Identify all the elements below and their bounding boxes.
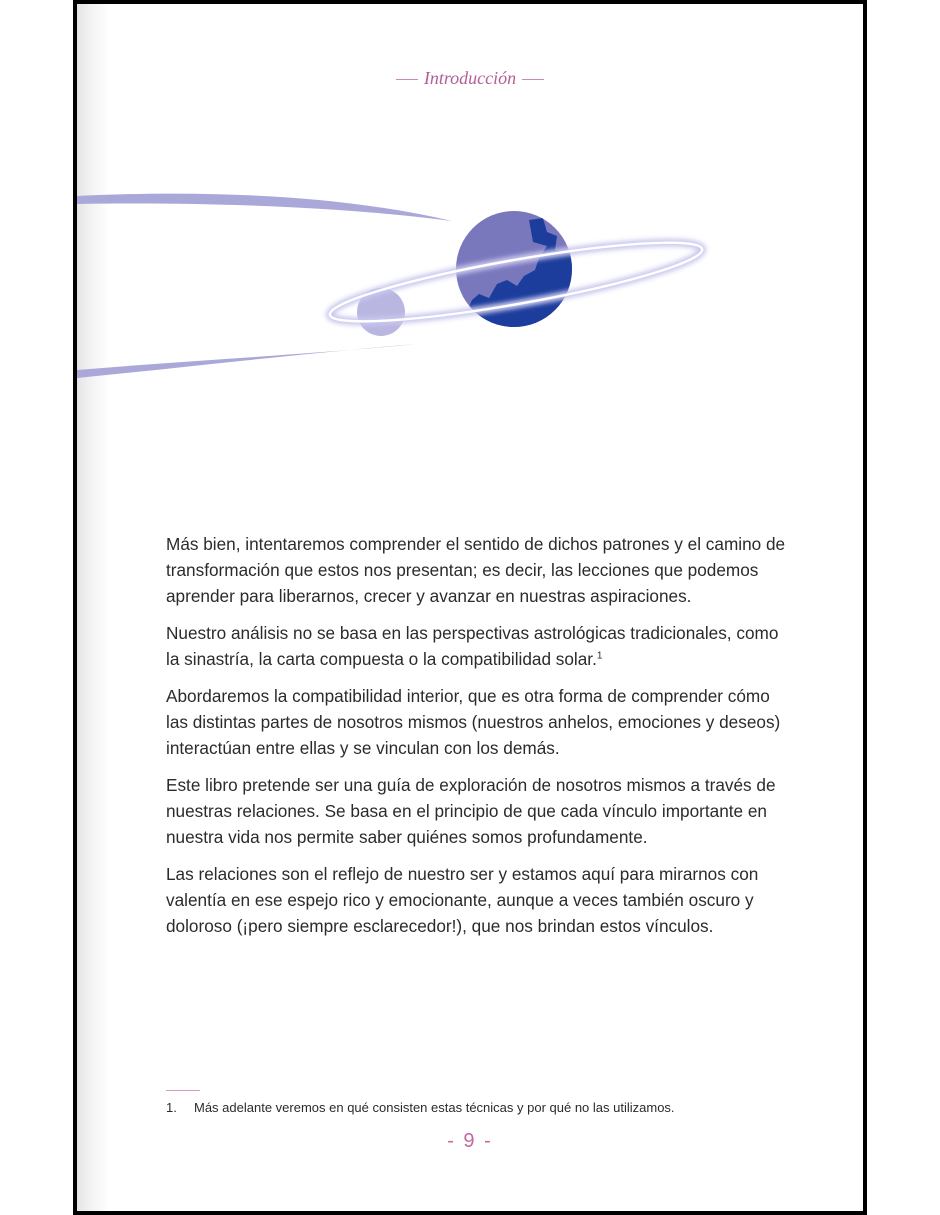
- footnote-reference: 1: [596, 650, 603, 662]
- footnote-rule: [166, 1090, 200, 1091]
- paragraph: Este libro pretende ser una guía de exploración de nosotros mismos a través de nuestras relaciones. Se basa en el principio de que cada vínculo importante en nuestra vida nos permite saber quiénes somos profundamente.: [166, 775, 776, 847]
- planet: [456, 211, 572, 334]
- header-dash-left: [396, 79, 418, 80]
- paragraph: Más bien, intentaremos comprender el sentido de dichos patrones y el camino de transformación que estos nos presentan; es decir, las lecciones que podemos aprender para liberarnos, crecer y avanzar en nuestras aspiraciones.: [166, 534, 786, 606]
- footnote-number: 1.: [166, 1100, 177, 1115]
- page-number: - 9 -: [447, 1130, 493, 1152]
- book-page: [73, 0, 867, 1215]
- section-title: Introducción: [423, 68, 517, 88]
- paragraph: Las relaciones son el reflejo de nuestro ser y estamos aquí para mirarnos con valentía en ese espejo rico y emocionante, aunque a veces también oscuro y doloroso (¡pero siempre esclarecedor!), que nos brindan estos vínculos.: [166, 864, 759, 936]
- header-dash-right: [522, 79, 544, 80]
- paragraph: Abordaremos la compatibilidad interior, que es otra forma de comprender cómo las distintas partes de nosotros mismos (nuestros anhelos, emociones y deseos) interactúan entre ellas y se vinculan con los demás.: [166, 686, 781, 758]
- orbit-swoosh-bottom: [77, 344, 417, 378]
- running-header: [77, 68, 863, 89]
- paragraph: [166, 620, 786, 672]
- orbit-swoosh-top: [77, 194, 452, 221]
- planet-illustration: [77, 184, 867, 394]
- paragraph-text: Nuestro análisis no se basa en las perspectivas astrológicas tradicionales, como la sinastría, la carta compuesta o la compatibilidad solar.: [166, 623, 779, 669]
- footnote: [166, 1100, 806, 1115]
- footnote-text: Más adelante veremos en qué consisten estas técnicas y por qué no las utilizamos.: [194, 1100, 675, 1115]
- body-text: [166, 531, 786, 950]
